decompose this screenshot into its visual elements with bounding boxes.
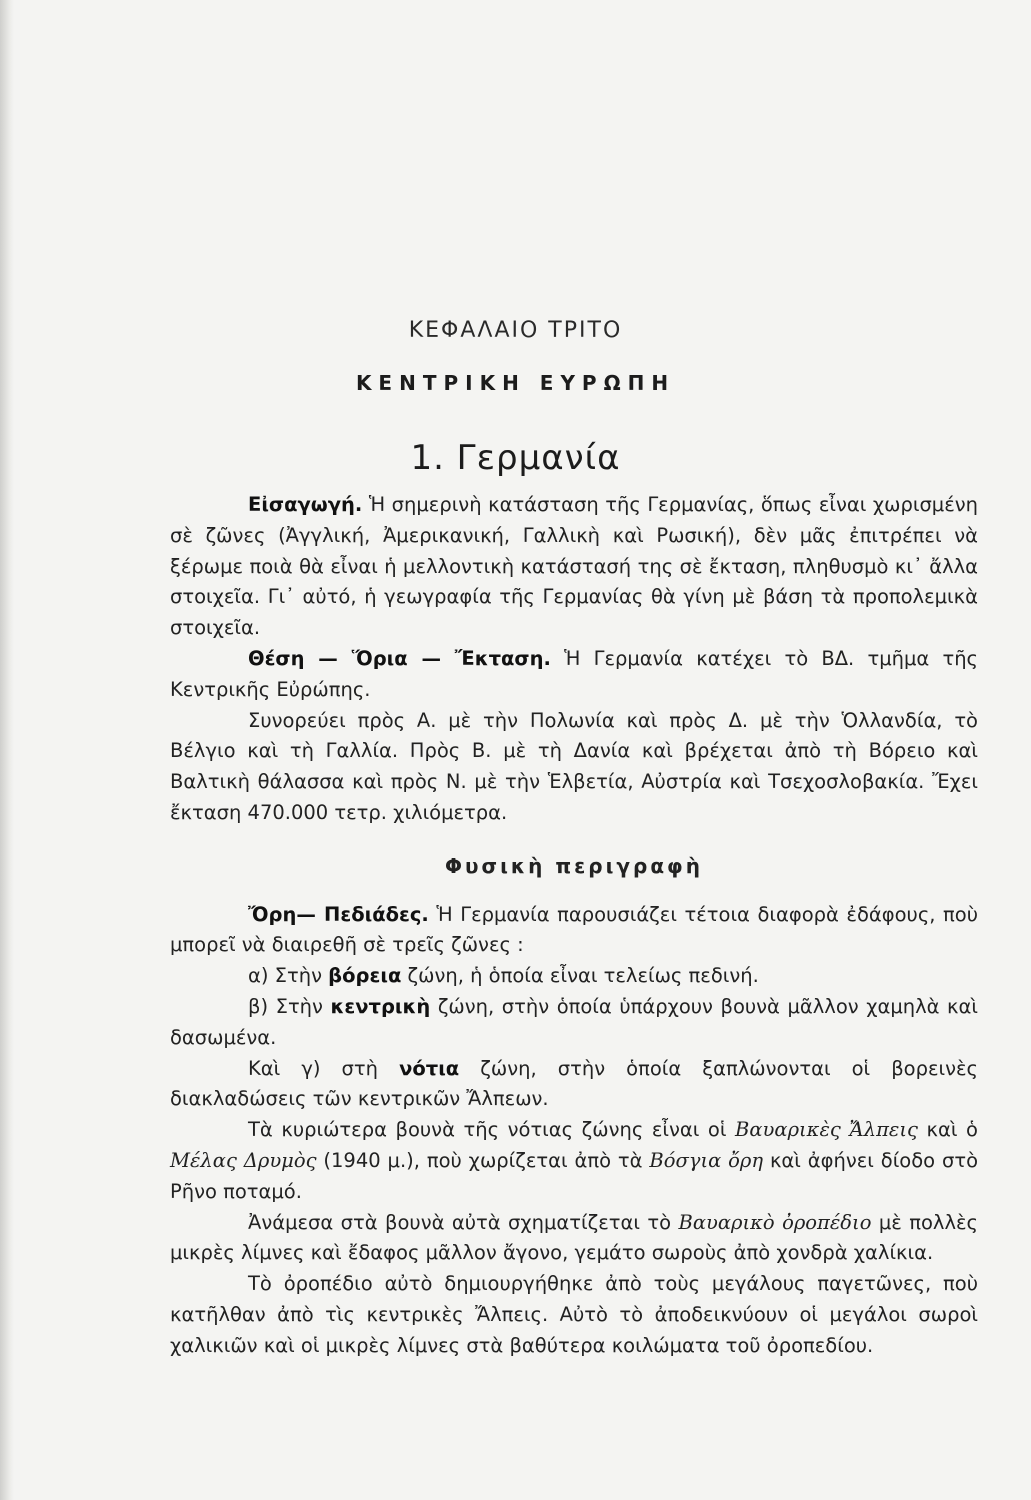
- plateau-t2: μὲ πολλὲς μικρὲς λίμνες καὶ ἔδαφος μᾶλλον ἄγονο, γεμάτο σωροὺς ἀπὸ χονδρὰ χαλίκια.: [170, 1210, 978, 1265]
- zone-b: [170, 992, 978, 1054]
- mountains-text: Ἡ Γερμανία παρουσιάζει τέτοια διαφορὰ ἐδάφους, ποὺ μπορεῖ νὰ διαιρεθῆ σὲ τρεῖς ζῶνες :: [170, 902, 978, 957]
- intro-label: Εἰσαγωγή.: [248, 493, 363, 516]
- zone-c-bold: νότια: [399, 1056, 460, 1080]
- intro-text: Ἡ σημερινὴ κατάσταση τῆς Γερμανίας, ὅπως εἶναι χωρισμένη σὲ ζῶνες (Ἀγγλική, Ἀμερικανική, Γαλλικὴ καὶ Ρωσική), δὲν μᾶς ἐπιτρέπει νὰ ξέρωμε ποιὰ θὰ εἶναι ἡ μελλοντικὴ κατάστασή της σὲ ἔκταση, πληθυσμὸ κι᾽ ἄλλα στοιχεῖα. Γι᾽ αὐτό, ἡ γεωγραφία τῆς Γερμανίας θὰ γίνη μὲ βάση τὰ προπολεμικὰ στοιχεῖα.: [170, 493, 978, 640]
- section-title: ΚΕΝΤΡΙΚΗ ΕΥΡΩΠΗ: [355, 371, 676, 395]
- zone-c-post: ζώνη, στὴν ὁποία ξαπλώνονται οἱ βορεινὲς διακλαδώσεις τῶν κεντρικῶν Ἄλπεων.: [170, 1056, 978, 1111]
- zone-c-pre: Καὶ γ) στὴ: [248, 1056, 400, 1080]
- plateau-i1: Βαυαρικὸ ὀροπέδιο: [678, 1210, 872, 1234]
- glaciers-paragraph: Τὸ ὀροπέδιο αὐτὸ δημιουργήθηκε ἀπὸ τοὺς μεγάλους παγετῶνες, ποὺ κατῆλθαν ἀπὸ τὶς κεντρικὲς Ἄλπεις. Αὐτὸ τὸ ἀποδεικνύουν οἱ μεγάλοι σωροὶ χαλικιῶν καὶ οἱ μικρὲς λίμνες στὰ βαθύτερα κοιλώματα τοῦ ὀροπεδίου.: [170, 1272, 978, 1357]
- mm-t4: καὶ ἀφήνει δίοδο στὸ Ρῆνο ποταμό.: [170, 1148, 979, 1203]
- position-label: Θέση — Ὅρια — Ἔκταση.: [248, 646, 551, 670]
- mm-t2: καὶ ὁ: [917, 1118, 978, 1142]
- mountains-paragraph: [170, 900, 978, 962]
- plateau-paragraph: [170, 1208, 978, 1270]
- zone-a-bold: βόρεια: [328, 964, 402, 988]
- mountains-label: Ὄρη— Πεδιάδες.: [248, 902, 429, 926]
- mm-t3: (1940 μ.), ποὺ χωρίζεται ἀπὸ τὰ: [316, 1148, 650, 1172]
- zone-a: [170, 961, 978, 992]
- mm-t1: Τὰ κυριώτερα βουνὰ τῆς νότιας ζώνης εἶναι οἱ: [248, 1118, 736, 1142]
- zone-b-bold: κεντρικὴ: [330, 994, 431, 1018]
- body-text: [170, 490, 978, 1362]
- position-paragraph: [170, 644, 978, 706]
- mm-i1: Βαυαρικὲς Ἄλπεις: [735, 1118, 918, 1142]
- borders-paragraph: Συνορεύει πρὸς Α. μὲ τὴν Πολωνία καὶ πρὸς Δ. μὲ τὴν Ὁλλανδία, τὸ Βέλγιο καὶ τὴ Γαλλία. Πρὸς Β. μὲ τὴ Δανία καὶ βρέχεται ἀπὸ τὴ Βόρειο καὶ Βαλτικὴ θάλασσα καὶ πρὸς Ν. μὲ τὴν Ἑλβετία, Αὐστρία καὶ Τσεχοσλοβακία. Ἔχει ἔκταση 470.000 τετρ. χιλιόμετρα.: [170, 708, 978, 824]
- zone-a-post: ζώνη, ἡ ὁποία εἶναι τελείως πεδινή.: [401, 964, 759, 988]
- page-edge: [0, 0, 14, 1500]
- physical-heading: Φυσικὴ περιγραφὴ: [445, 853, 703, 878]
- mm-i2: Μέλας Δρυμὸς: [170, 1148, 317, 1172]
- mm-i3: Βόσγια ὄρη: [649, 1148, 764, 1172]
- intro-paragraph: [170, 490, 978, 644]
- zone-a-pre: α) Στὴν: [248, 964, 329, 988]
- zone-c: [170, 1054, 978, 1116]
- position-text: Ἡ Γερμανία κατέχει τὸ ΒΔ. τμῆμα τῆς Κεντρικῆς Εὐρώπης.: [170, 646, 978, 701]
- zone-b-pre: β) Στὴν: [248, 994, 331, 1018]
- chapter-title: ΚΕΦΑΛΑΙΟ ΤΡΙΤΟ: [408, 318, 623, 343]
- plateau-t1: Ἀνάμεσα στὰ βουνὰ αὐτὰ σχηματίζεται τὸ: [248, 1210, 679, 1234]
- main-mountains-paragraph: [170, 1115, 978, 1207]
- zone-b-post: ζώνη, στὴν ὁποία ὑπάρχουν βουνὰ μᾶλλον χαμηλὰ καὶ δασωμένα.: [170, 994, 979, 1049]
- country-heading: 1. Γερμανία: [410, 438, 621, 478]
